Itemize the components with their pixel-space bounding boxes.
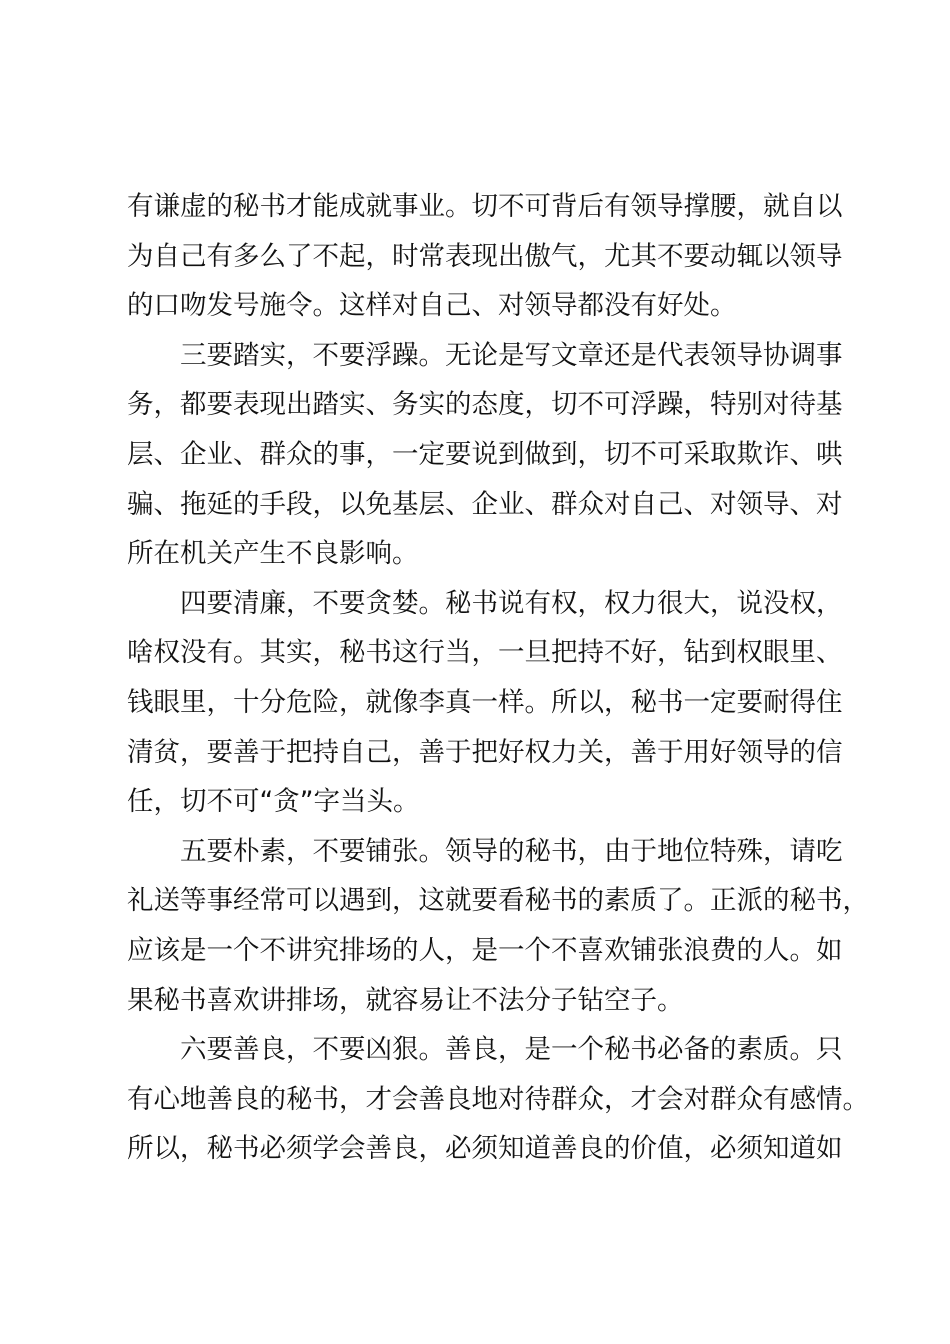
body-text: [127, 182, 869, 1174]
text-line: 有心地善良的秘书，才会善良地对待群众，才会对群众有感情。: [127, 1083, 869, 1115]
text-line: 所以，秘书必须学会善良，必须知道善良的价值，必须知道如: [127, 1133, 843, 1165]
text-line: 层、企业、群众的事，一定要说到做到，切不可采取欺诈、哄: [127, 438, 843, 470]
text-line: 务，都要表现出踏实、务实的态度，切不可浮躁，特别对待基: [127, 389, 843, 421]
text-line: 的口吻发号施令。这样对自己、对领导都没有好处。: [127, 290, 737, 322]
text-line: 六要善良，不要凶狠。善良，是一个秘书必备的素质。只: [127, 1034, 843, 1066]
text-line: 礼送等事经常可以遇到，这就要看秘书的素质了。正派的秘书，: [127, 885, 869, 917]
text-line: 有谦虚的秘书才能成就事业。切不可背后有领导撑腰，就自以: [127, 191, 843, 222]
text-line: 应该是一个不讲究排场的人，是一个不喜欢铺张浪费的人。如: [127, 934, 843, 966]
text-line: 果秘书喜欢讲排场，就容易让不法分子钻空子。: [127, 984, 684, 1016]
text-line: 任，切不可“贪”字当头。: [127, 786, 420, 818]
text-line: 清贫，要善于把持自己，善于把好权力关，善于用好领导的信: [127, 736, 843, 768]
text-line: 五要朴素，不要铺张。领导的秘书，由于地位特殊，请吃: [127, 835, 843, 867]
text-line: 啥权没有。其实，秘书这行当，一旦把持不好，钻到权眼里、: [127, 637, 843, 669]
text-line: 所在机关产生不良影响。: [127, 538, 419, 570]
text-line: 钱眼里，十分危险，就像李真一样。所以，秘书一定要耐得住: [127, 686, 843, 718]
text-line: 为自己有多么了不起，时常表现出傲气，尤其不要动辄以领导: [127, 240, 843, 272]
text-line: 骗、拖延的手段，以免基层、企业、群众对自己、对领导、对: [127, 488, 843, 520]
text-line: 四要清廉，不要贪婪。秘书说有权，权力很大，说没权，: [127, 587, 843, 619]
text-line: 三要踏实，不要浮躁。无论是写文章还是代表领导协调事: [127, 339, 843, 371]
